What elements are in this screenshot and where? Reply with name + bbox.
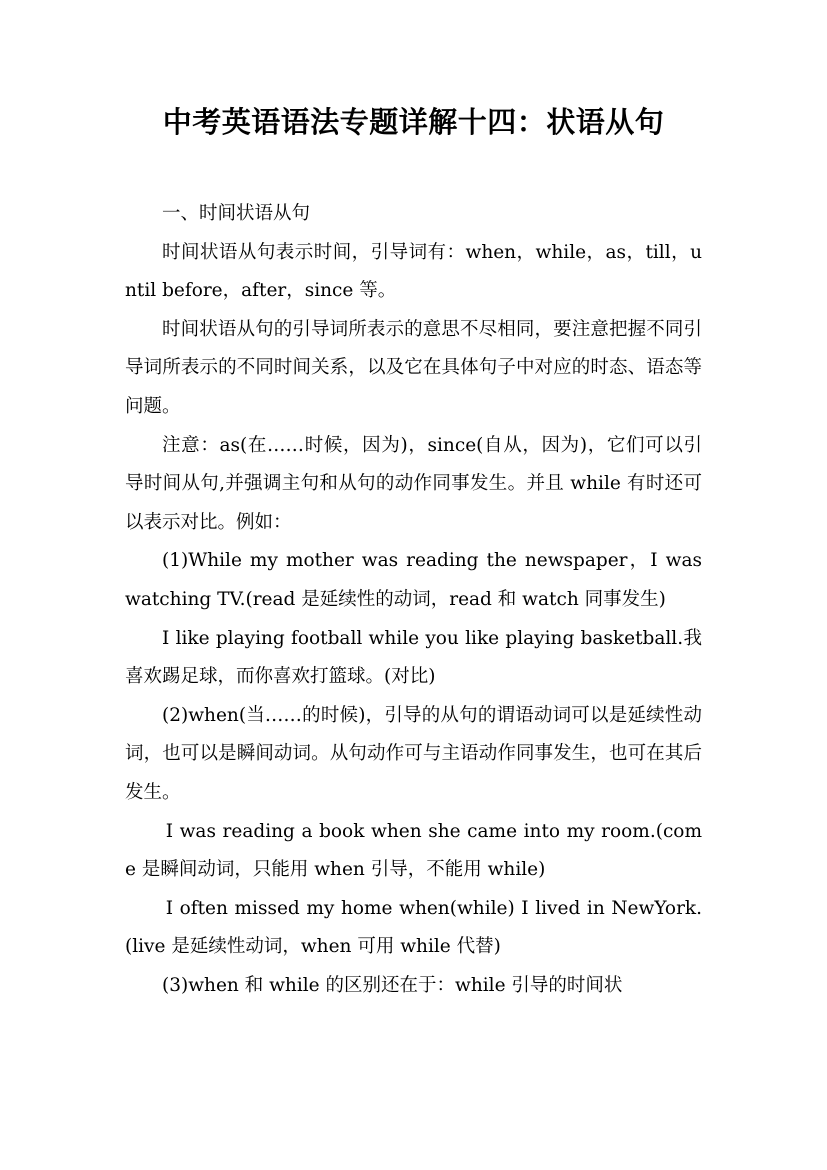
example-paragraph: I was reading a book when she came into my room.(come 是瞬间动词，只能用 when 引导，不能用 while) xyxy=(125,820,702,881)
paragraph: 时间状语从句表示时间，引导词有：when，while，as，till，until before，after，since 等。 xyxy=(125,241,702,302)
example-paragraph: I like playing football while you like playing basketball.我喜欢踢足球，而你喜欢打篮球。(对比) xyxy=(125,627,702,688)
document-body xyxy=(125,195,702,1005)
paragraph: (3)when 和 while 的区别还在于：while 引导的时间状 xyxy=(162,974,623,996)
document-title: 中考英语语法专题详解十四：状语从句 xyxy=(162,105,665,139)
paragraph: (2)when(当……的时候)，引导的从句的谓语动词可以是延续性动词，也可以是瞬间动词。从句动作可与主语动作同事发生，也可在其后发生。 xyxy=(125,704,702,803)
example-paragraph: I often missed my home when(while) I lived in NewYork.(live 是延续性动词，when 可用 while 代替) xyxy=(125,897,702,958)
paragraph: 注意：as(在……时候，因为)，since(自从，因为)，它们可以引导时间从句,并强调主句和从句的动作同事发生。并且 while 有时还可以表示对比。例如： xyxy=(125,434,702,533)
example-paragraph: (1)While my mother was reading the newspaper，I was watching TV.(read 是延续性的动词，read 和 watch 同事发生) xyxy=(125,550,702,610)
paragraph: 时间状语从句的引导词所表示的意思不尽相同，要注意把握不同引导词所表示的不同时间关系，以及它在具体句子中对应的时态、语态等问题。 xyxy=(125,318,702,417)
section-heading: 一、时间状语从句 xyxy=(162,203,311,224)
